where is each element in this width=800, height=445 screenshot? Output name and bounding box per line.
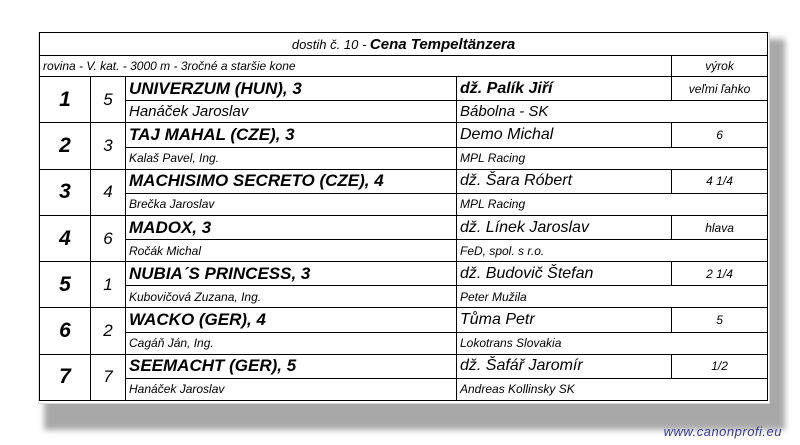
owner-name: Bábolna - SK	[457, 101, 768, 123]
result-subrow	[40, 101, 768, 123]
owner-name: Lokotrans Slovakia	[457, 332, 768, 354]
finish-position: 1	[40, 77, 91, 123]
finish-position: 4	[40, 215, 91, 261]
race-results-table	[39, 32, 768, 401]
start-number: 3	[91, 123, 126, 169]
winning-margin: 4 1/4	[672, 169, 768, 193]
margin-header: výrok	[672, 56, 768, 77]
finish-position: 6	[40, 308, 91, 354]
trainer-name: Kubovičová Zuzana, Ing.	[126, 286, 457, 308]
result-row	[40, 215, 768, 239]
start-number: 2	[91, 308, 126, 354]
result-subrow	[40, 378, 768, 400]
horse-name: NUBIA´S PRINCESS, 3	[126, 262, 457, 286]
result-row	[40, 262, 768, 286]
trainer-name: Hanáček Jaroslav	[126, 378, 457, 400]
race-title-row	[40, 33, 768, 56]
start-number: 1	[91, 262, 126, 308]
winning-margin: 5	[672, 308, 768, 332]
finish-position: 2	[40, 123, 91, 169]
jockey-name: dž. Šara Róbert	[457, 169, 672, 193]
trainer-name: Brečka Jaroslav	[126, 193, 457, 215]
finish-position: 7	[40, 354, 91, 400]
trainer-name: Hanáček Jaroslav	[126, 101, 457, 123]
winning-margin: veľmi ľahko	[672, 77, 768, 101]
finish-position: 3	[40, 169, 91, 215]
horse-name: WACKO (GER), 4	[126, 308, 457, 332]
start-number: 7	[91, 354, 126, 400]
start-number: 4	[91, 169, 126, 215]
start-number: 5	[91, 77, 126, 123]
owner-name: FeD, spol. s r.o.	[457, 240, 768, 262]
result-subrow	[40, 147, 768, 169]
jockey-name: Tůma Petr	[457, 308, 672, 332]
result-row	[40, 308, 768, 332]
jockey-name: dž. Palík Jiří	[457, 77, 672, 101]
trainer-name: Ročák Michal	[126, 240, 457, 262]
owner-name: MPL Racing	[457, 193, 768, 215]
result-subrow	[40, 193, 768, 215]
owner-name: Andreas Kollinsky SK	[457, 378, 768, 400]
horse-name: TAJ MAHAL (CZE), 3	[126, 123, 457, 147]
watermark: www.canonprofi.eu	[663, 424, 782, 439]
race-title	[40, 33, 768, 56]
result-row	[40, 77, 768, 101]
result-row	[40, 169, 768, 193]
owner-name: MPL Racing	[457, 147, 768, 169]
result-subrow	[40, 240, 768, 262]
winning-margin: 1/2	[672, 354, 768, 378]
race-name: Cena Tempeltänzera	[369, 35, 516, 53]
result-row	[40, 123, 768, 147]
jockey-name: Demo Michal	[457, 123, 672, 147]
trainer-name: Kalaš Pavel, Ing.	[126, 147, 457, 169]
start-number: 6	[91, 215, 126, 261]
owner-name: Peter Mužila	[457, 286, 768, 308]
race-info-row	[40, 56, 768, 77]
result-subrow	[40, 332, 768, 354]
finish-position: 5	[40, 262, 91, 308]
winning-margin: hlava	[672, 215, 768, 239]
result-subrow	[40, 286, 768, 308]
race-conditions: rovina - V. kat. - 3000 m - 3ročné a staršie kone	[40, 56, 672, 77]
jockey-name: dž. Línek Jaroslav	[457, 215, 672, 239]
horse-name: MACHISIMO SECRETO (CZE), 4	[126, 169, 457, 193]
horse-name: MADOX, 3	[126, 215, 457, 239]
horse-name: UNIVERZUM (HUN), 3	[126, 77, 457, 101]
race-number: dostih č. 10 -	[291, 36, 370, 52]
jockey-name: dž. Budovič Štefan	[457, 262, 672, 286]
jockey-name: dž. Šafář Jaromír	[457, 354, 672, 378]
winning-margin: 2 1/4	[672, 262, 768, 286]
result-row	[40, 354, 768, 378]
winning-margin: 6	[672, 123, 768, 147]
trainer-name: Cagáň Ján, Ing.	[126, 332, 457, 354]
horse-name: SEEMACHT (GER), 5	[126, 354, 457, 378]
